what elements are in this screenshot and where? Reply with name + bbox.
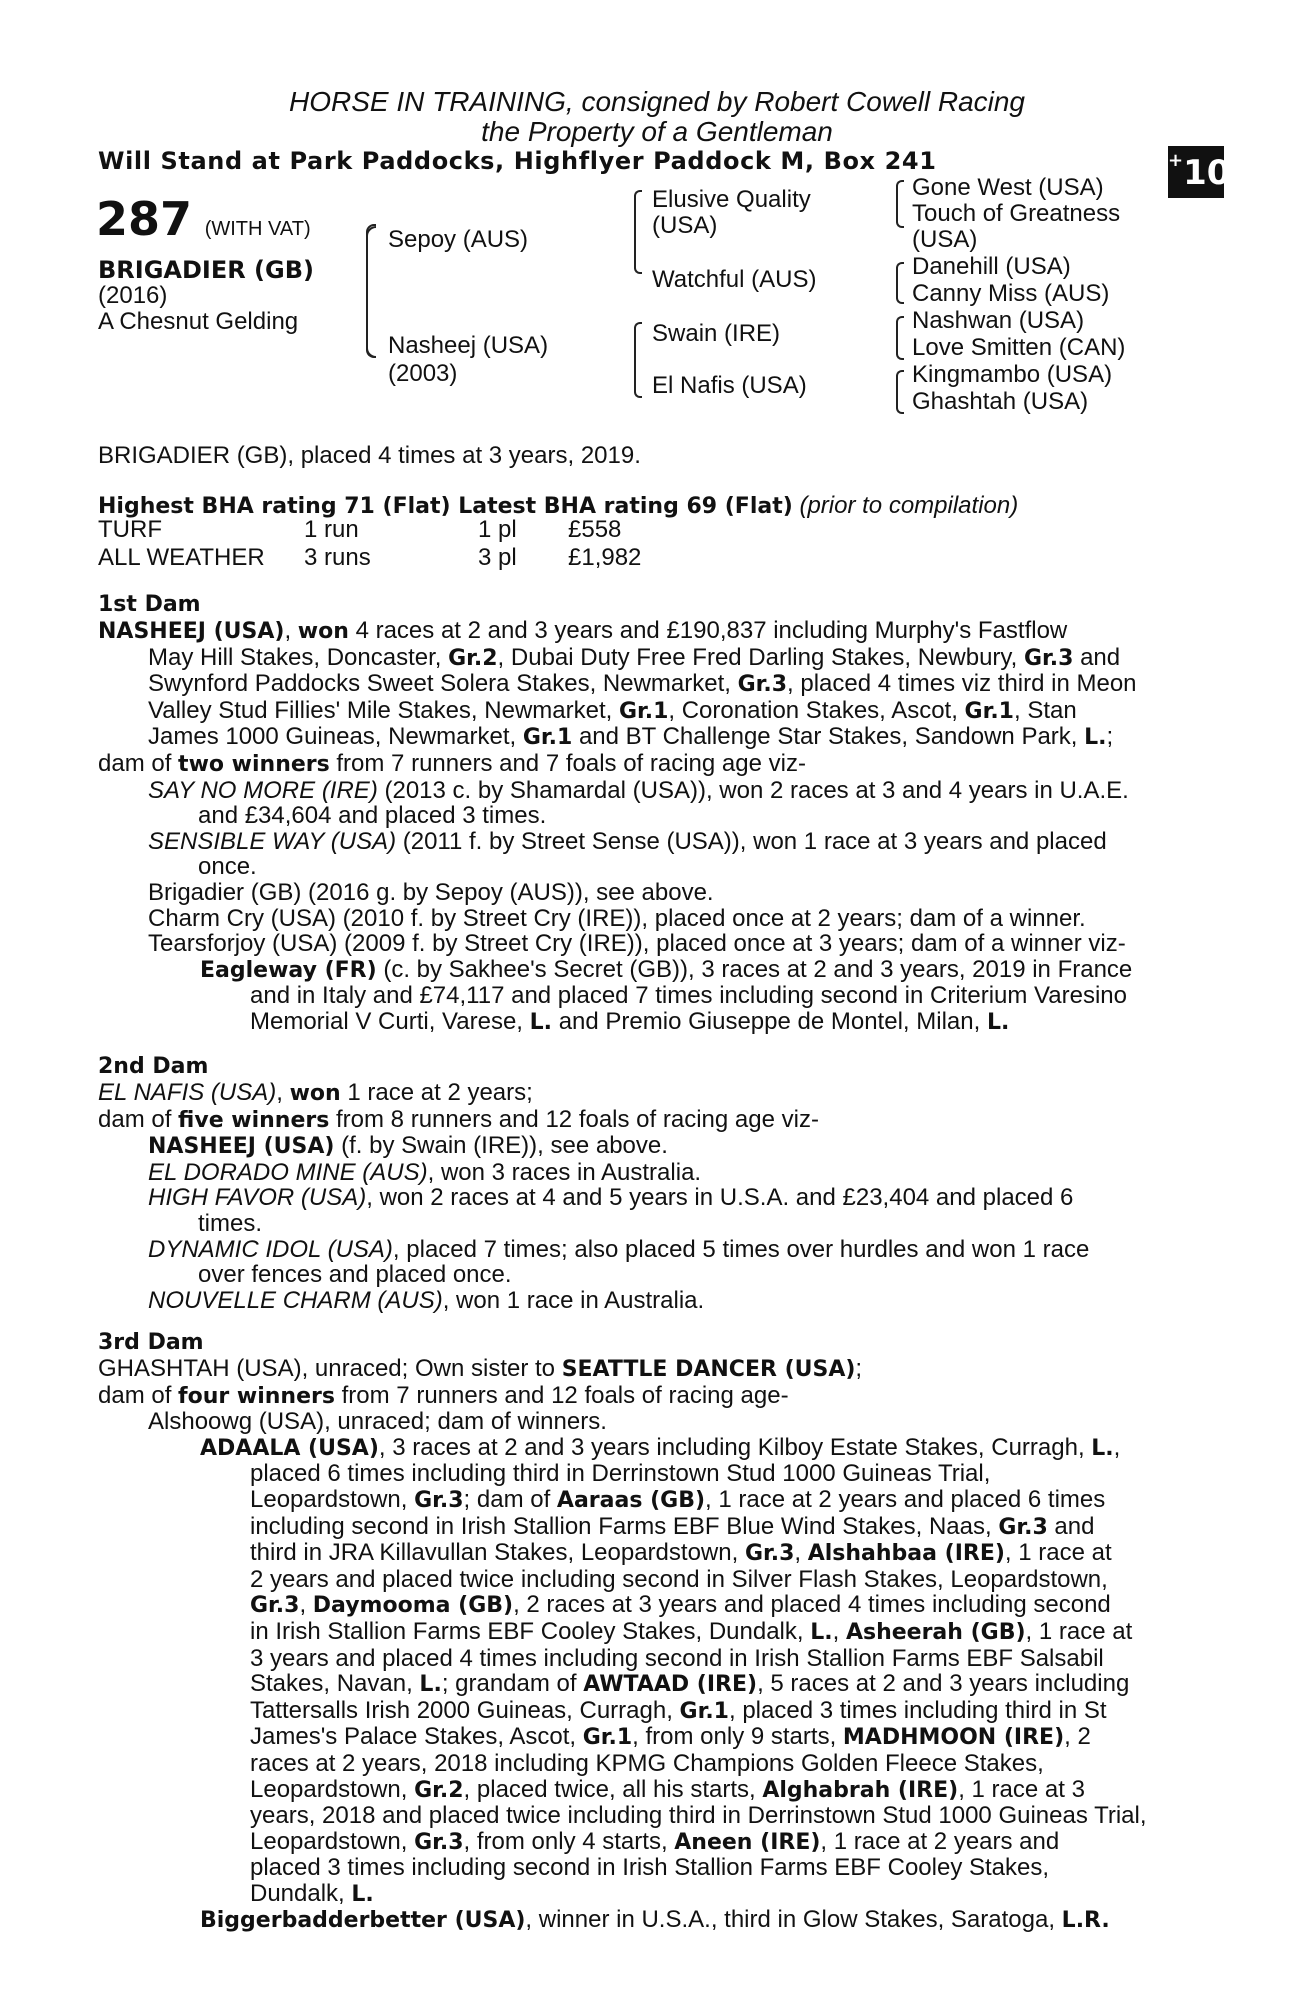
great-grandsire-2-country: (USA) xyxy=(912,226,978,253)
ratings-headline: Highest BHA rating 71 (Flat) Latest BHA rating 69 (Flat) xyxy=(98,494,793,519)
text-run: , won 3 races in Australia. xyxy=(427,1158,702,1186)
text-run: ; grandam of xyxy=(441,1670,584,1698)
text-run: , 3 races at 2 and 3 years including Kilboy Estate Stakes, Curragh, xyxy=(378,1433,1092,1461)
text-run: and Premio Giuseppe de Montel, Milan, xyxy=(552,1007,987,1035)
text-run: , 1 race at 3 xyxy=(958,1775,1085,1803)
text-run: (f. by Swain (IRE)), see above. xyxy=(334,1132,668,1160)
grandsire-1: Elusive Quality xyxy=(652,186,811,213)
text-line xyxy=(98,1435,1200,1462)
brace-g3 xyxy=(896,316,904,360)
text-run: , xyxy=(284,617,298,644)
text-run: Gr.2 xyxy=(448,645,498,671)
grandsire-4: El Nafis (USA) xyxy=(652,372,807,399)
sire-line-brace xyxy=(634,190,642,274)
text-run: EL DORADO MINE (AUS) xyxy=(148,1158,428,1186)
text-line xyxy=(98,1777,1200,1804)
text-run: and BT Challenge Star Stakes, Sandown Park, xyxy=(572,723,1085,751)
badge-icon: +10 xyxy=(1168,146,1224,198)
text-run: (c. by Sakhee's Secret (GB)), 3 races at 2 and 3 years, 2019 in France xyxy=(376,955,1133,983)
second-dam-section xyxy=(98,1080,1200,1313)
text-run: dam of xyxy=(98,1105,179,1133)
grandsire-1-country: (USA) xyxy=(652,212,718,239)
text-line xyxy=(98,1881,1200,1908)
text-run: won xyxy=(297,619,349,644)
placed-cell: 1 pl xyxy=(478,516,517,543)
text-line: once. xyxy=(198,853,257,881)
text-line: years, 2018 and placed twice including third in Derrinstown Stud 1000 Guineas Trial, xyxy=(250,1802,1147,1830)
text-run: dam of xyxy=(98,749,179,777)
text-line: Tearsforjoy (USA) (2009 f. by Street Cry (IRE)), placed once at 3 years; dam of a winner viz- xyxy=(148,930,1126,958)
surface-cell: TURF xyxy=(98,516,162,543)
text-line xyxy=(98,1133,1200,1160)
text-run: Stakes, Navan, xyxy=(250,1670,420,1698)
text-run: 1 race at 2 years; xyxy=(340,1079,533,1106)
text-run: Alghabrah (IRE) xyxy=(762,1777,959,1803)
text-run: and xyxy=(1073,643,1121,671)
text-run: , 2 races at 3 years and placed 4 times including second xyxy=(513,1591,1111,1619)
text-run: and xyxy=(1047,1512,1095,1540)
text-run: EL NAFIS (USA) xyxy=(98,1079,277,1106)
text-run: Gr.1 xyxy=(618,698,669,724)
text-line xyxy=(98,1829,1200,1856)
grandsire-3: Swain (IRE) xyxy=(652,320,781,347)
text-line: 2 years and placed twice including second in Silver Flash Stakes, Leopardstown, xyxy=(250,1565,1108,1593)
text-run: Memorial V Curti, Varese, xyxy=(250,1007,530,1035)
text-line xyxy=(98,698,1200,725)
text-line xyxy=(98,1671,1200,1698)
placed-cell: 3 pl xyxy=(478,544,517,571)
race-summary: BRIGADIER (GB), placed 4 times at 3 years, 2019. xyxy=(98,442,641,469)
text-run: L. xyxy=(810,1619,833,1645)
text-run: L. xyxy=(419,1672,442,1698)
text-run: MADHMOON (IRE) xyxy=(842,1725,1065,1751)
text-run: L.R. xyxy=(1061,1908,1110,1934)
text-run: Daymooma (GB) xyxy=(312,1593,514,1619)
text-run: , 1 race at xyxy=(1025,1617,1133,1645)
text-line xyxy=(98,778,1200,804)
text-line: placed 3 times including second in Irish Stallion Farms EBF Cooley Stakes, xyxy=(250,1854,1050,1882)
text-run: (2013 c. by Shamardal (USA)), won 2 races at 3 and 4 years in U.A.E. xyxy=(377,776,1129,804)
text-run: , 2 xyxy=(1064,1723,1091,1751)
text-line: Alshoowg (USA), unraced; dam of winners. xyxy=(148,1408,607,1436)
text-run: NASHEEJ (USA) xyxy=(148,1134,335,1160)
brace-g1 xyxy=(896,180,904,228)
text-run: Gr.1 xyxy=(522,725,573,751)
brace-g2 xyxy=(896,262,904,304)
text-run: , xyxy=(276,1079,290,1106)
great-grandsire-2: Touch of Greatness xyxy=(912,200,1121,227)
text-line xyxy=(98,957,1200,984)
text-line xyxy=(98,645,1200,672)
lot-number-block xyxy=(96,192,311,246)
third-dam-heading: 3rd Dam xyxy=(98,1330,204,1355)
text-run: L. xyxy=(1091,1435,1114,1461)
text-run: won xyxy=(289,1081,341,1106)
text-run: DYNAMIC IDOL (USA) xyxy=(148,1235,393,1263)
text-run: including second in Irish Stallion Farms EBF Blue Wind Stakes, Naas, xyxy=(250,1512,999,1540)
text-line xyxy=(98,1619,1200,1646)
text-run: , xyxy=(1113,1433,1121,1461)
vat-note: (WITH VAT) xyxy=(204,218,311,240)
text-run: from 7 runners and 7 foals of racing age viz- xyxy=(329,749,806,777)
text-run: Asheerah (GB) xyxy=(845,1619,1026,1645)
text-line: and £34,604 and placed 3 times. xyxy=(198,802,547,830)
text-line xyxy=(98,1698,1200,1725)
text-line: placed 6 times including third in Derrinstown Stud 1000 Guineas Trial, xyxy=(250,1460,991,1488)
grandsire-2: Watchful (AUS) xyxy=(652,266,817,293)
dam-line-brace xyxy=(634,322,642,398)
text-run: , won 2 races at 4 and 5 years in U.S.A. and £23,404 and placed 6 xyxy=(366,1184,1074,1212)
catalogue-subheading: the Property of a Gentleman xyxy=(481,116,833,147)
first-dam-section xyxy=(98,618,1200,1036)
text-run: SENSIBLE WAY (USA) xyxy=(148,827,397,855)
text-line: times. xyxy=(198,1209,263,1237)
great-grandsire-3: Danehill (USA) xyxy=(912,253,1071,280)
text-run: Swynford Paddocks Sweet Solera Stakes, Newmarket, xyxy=(148,670,738,698)
catalogue-heading: HORSE IN TRAINING, consigned by Robert Cowell Racing xyxy=(288,86,1026,117)
text-line xyxy=(98,1107,1200,1134)
text-run: ADAALA (USA) xyxy=(200,1435,379,1461)
third-dam-section xyxy=(98,1356,1200,1934)
horse-name: BRIGADIER (GB) xyxy=(98,256,314,284)
text-run: NOUVELLE CHARM (AUS) xyxy=(148,1286,443,1314)
text-run: Dundalk, xyxy=(250,1879,352,1907)
text-run: , xyxy=(832,1617,846,1645)
text-run: third in JRA Killavullan Stakes, Leopardstown, xyxy=(250,1539,745,1567)
text-run: L. xyxy=(529,1009,553,1035)
text-run: May Hill Stakes, Doncaster, xyxy=(148,643,449,671)
text-run: Gr.1 xyxy=(964,698,1014,724)
text-run: Gr.3 xyxy=(414,1487,464,1513)
text-run: 4 races at 2 and 3 years and £190,837 including Murphy's Fastflow xyxy=(348,617,1068,644)
text-run: Leopardstown, xyxy=(250,1485,415,1513)
pedigree-brace-inner xyxy=(366,226,376,358)
text-run: , from only 4 starts, xyxy=(463,1827,675,1855)
text-run: , placed 7 times; also placed 5 times over hurdles and won 1 race xyxy=(392,1235,1090,1263)
text-line xyxy=(98,1356,1200,1383)
text-line xyxy=(98,1288,1200,1314)
text-run: Gr.1 xyxy=(679,1698,729,1724)
prize-cell: £1,982 xyxy=(568,544,642,571)
sire-name: Sepoy (AUS) xyxy=(388,226,529,253)
text-run: ; xyxy=(855,1355,863,1382)
text-run: L. xyxy=(1084,725,1107,751)
table-row xyxy=(98,516,641,544)
text-line: over fences and placed once. xyxy=(198,1261,512,1289)
text-line xyxy=(98,1185,1200,1211)
first-dam-heading: 1st Dam xyxy=(98,592,201,617)
ratings-note: (prior to compilation) xyxy=(799,492,1019,519)
text-line xyxy=(98,618,1200,645)
text-line xyxy=(98,1237,1200,1263)
text-run: SAY NO MORE (IRE) xyxy=(148,776,378,804)
text-run: two winners xyxy=(178,751,330,777)
lot-number: 287 xyxy=(96,192,193,246)
text-line xyxy=(98,1514,1200,1541)
text-run: , 1 race at 2 years and xyxy=(820,1827,1060,1855)
text-run: Biggerbadderbetter (USA) xyxy=(200,1908,526,1934)
text-line: and in Italy and £74,117 and placed 7 times including second in Criterium Varesino xyxy=(250,982,1127,1010)
text-run: Aaraas (GB) xyxy=(556,1487,706,1513)
text-run: , Coronation Stakes, Ascot, xyxy=(668,696,965,724)
text-run: Aneen (IRE) xyxy=(674,1829,821,1855)
text-line xyxy=(98,1009,1200,1036)
text-run: , 1 race at xyxy=(1004,1539,1112,1567)
table-row xyxy=(98,544,641,572)
racing-record-table xyxy=(98,516,641,572)
text-line xyxy=(98,1907,1200,1934)
text-run: L. xyxy=(351,1881,374,1907)
text-run: L. xyxy=(986,1009,1010,1035)
text-line xyxy=(98,1592,1200,1619)
text-run: Gr.3 xyxy=(998,1514,1048,1540)
brace-g4 xyxy=(896,370,904,414)
text-run: from 8 runners and 12 foals of racing age viz- xyxy=(329,1105,819,1133)
dam-year: (2003) xyxy=(388,360,458,387)
text-run: Gr.3 xyxy=(737,672,788,698)
text-line xyxy=(98,671,1200,698)
second-dam-heading: 2nd Dam xyxy=(98,1054,209,1079)
text-run: Gr.2 xyxy=(414,1777,464,1803)
text-line xyxy=(98,829,1200,855)
prize-cell: £558 xyxy=(568,516,622,543)
text-run: , Dubai Duty Free Fred Darling Stakes, Newbury, xyxy=(497,643,1024,671)
text-run: , 5 races at 2 and 3 years including xyxy=(757,1670,1130,1698)
text-run: Eagleway (FR) xyxy=(200,957,377,983)
text-run: ; dam of xyxy=(463,1485,557,1513)
text-run: AWTAAD (IRE) xyxy=(583,1672,758,1698)
text-run: , from only 9 starts, xyxy=(632,1723,843,1751)
text-run: HIGH FAVOR (USA) xyxy=(148,1184,367,1212)
text-line: races at 2 years, 2018 including KPMG Champions Golden Fleece Stakes, xyxy=(250,1749,1044,1777)
text-run: SEATTLE DANCER (USA) xyxy=(561,1357,856,1382)
text-run: Gr.3 xyxy=(250,1593,300,1619)
text-run: Gr.3 xyxy=(1023,645,1074,671)
text-line xyxy=(98,724,1200,751)
text-run: Tattersalls Irish 2000 Guineas, Curragh, xyxy=(250,1696,680,1724)
surface-cell: ALL WEATHER xyxy=(98,544,265,571)
text-line: Brigadier (GB) (2016 g. by Sepoy (AUS)), see above. xyxy=(148,878,714,906)
text-line: Charm Cry (USA) (2010 f. by Street Cry (IRE)), placed once at 2 years; dam of a winner. xyxy=(148,904,1086,932)
text-run: , xyxy=(299,1591,313,1619)
text-run: , 1 race at 2 years and placed 6 times xyxy=(705,1485,1106,1513)
text-run: , placed twice, all his starts, xyxy=(463,1775,763,1803)
text-run: James's Palace Stakes, Ascot, xyxy=(250,1723,583,1751)
text-run: Alshahbaa (IRE) xyxy=(807,1541,1005,1567)
text-line xyxy=(98,1724,1200,1751)
dam-name-bold: NASHEEJ (USA) xyxy=(98,619,285,644)
great-grandsire-7: Kingmambo (USA) xyxy=(912,361,1113,388)
foaling-year: (2016) xyxy=(98,282,168,309)
text-line xyxy=(98,1540,1200,1567)
great-grandsire-4: Canny Miss (AUS) xyxy=(912,280,1110,307)
great-grandsire-1: Gone West (USA) xyxy=(912,174,1104,201)
horse-description: A Chesnut Gelding xyxy=(98,308,299,335)
text-run: five winners xyxy=(178,1107,330,1133)
text-run: in Irish Stallion Farms EBF Cooley Stakes, Dundalk, xyxy=(250,1617,811,1645)
location-line: Will Stand at Park Paddocks, Highflyer Paddock M, Box 241 xyxy=(98,147,937,175)
text-run: , winner in U.S.A., third in Glow Stakes, Saratoga, xyxy=(525,1906,1062,1934)
text-run: from 7 runners and 12 foals of racing age- xyxy=(334,1381,789,1409)
great-grandsire-8: Ghashtah (USA) xyxy=(912,388,1089,415)
text-run: , Stan xyxy=(1013,696,1077,724)
text-run: , placed 3 times including third in St xyxy=(728,1696,1107,1724)
text-run: Gr.3 xyxy=(744,1541,795,1567)
text-run: Gr.3 xyxy=(414,1829,464,1855)
text-line xyxy=(98,1383,1200,1410)
text-line xyxy=(98,1487,1200,1514)
great-grandsire-5: Nashwan (USA) xyxy=(912,307,1085,334)
text-run: James 1000 Guineas, Newmarket, xyxy=(148,723,523,751)
text-run: ; xyxy=(1106,723,1114,751)
text-line xyxy=(98,1080,1200,1107)
text-run: , won 1 race in Australia. xyxy=(442,1286,705,1314)
text-line: 3 years and placed 4 times including second in Irish Stallion Farms EBF Salsabil xyxy=(250,1644,1104,1672)
text-run: , placed 4 times viz third in Meon xyxy=(787,670,1137,698)
dam-name: Nasheej (USA) xyxy=(388,332,549,359)
great-grandsire-6: Love Smitten (CAN) xyxy=(912,334,1126,361)
text-run: dam of xyxy=(98,1381,179,1409)
runs-cell: 1 run xyxy=(304,516,359,543)
text-run: Gr.1 xyxy=(582,1725,633,1751)
text-run: Leopardstown, xyxy=(250,1775,415,1803)
text-line xyxy=(98,1160,1200,1186)
text-run: , xyxy=(794,1539,808,1567)
runs-cell: 3 runs xyxy=(304,544,371,571)
text-run: Leopardstown, xyxy=(250,1827,415,1855)
text-run: GHASHTAH (USA), unraced; Own sister to xyxy=(98,1355,562,1382)
text-run: four winners xyxy=(178,1383,335,1409)
text-run: Valley Stud Fillies' Mile Stakes, Newmarket, xyxy=(148,696,619,724)
text-line xyxy=(98,751,1200,778)
text-run: (2011 f. by Street Sense (USA)), won 1 race at 3 years and placed xyxy=(396,827,1107,855)
